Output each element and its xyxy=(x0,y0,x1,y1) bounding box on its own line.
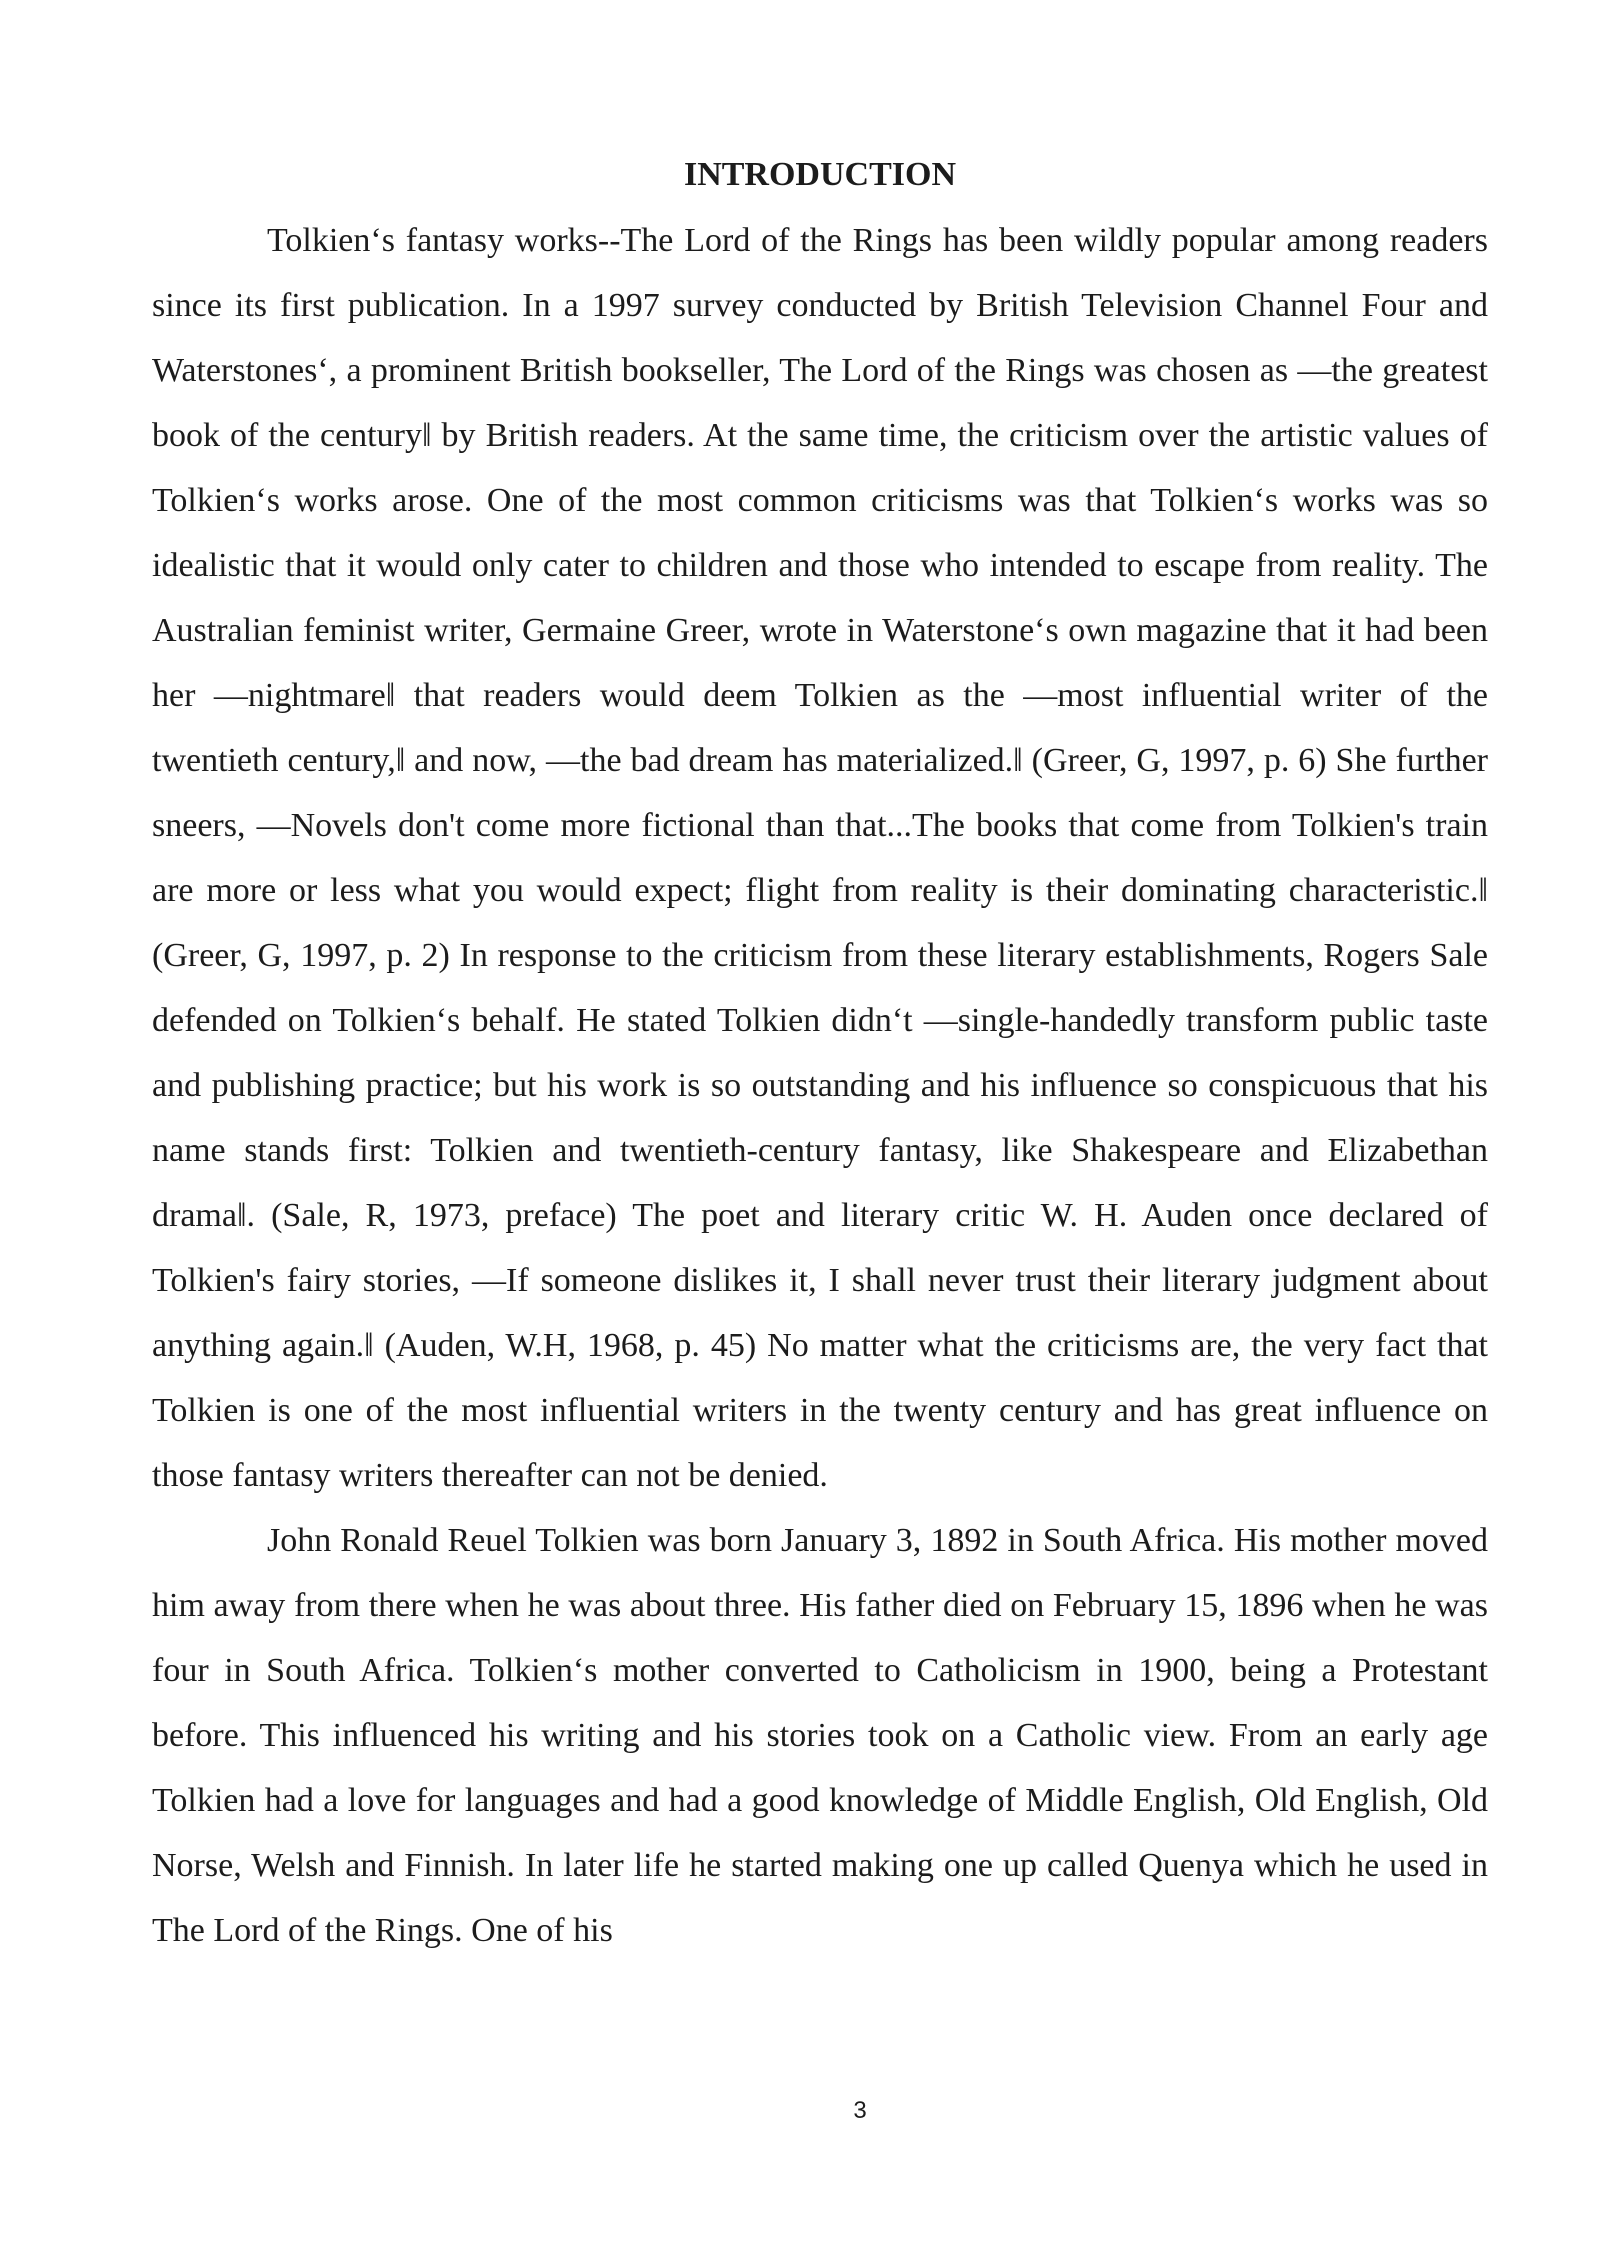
paragraph-2: John Ronald Reuel Tolkien was born January 3, 1892 in South Africa. His mother moved him away from there when he was about three. His father died on February 15, 1896 when he was four in South Africa. Tolkien‘s mother converted to Catholicism in 1900, being a Protestant before. This influenced his writing and his stories took on a Catholic view. From an early age Tolkien had a love for languages and had a good knowledge of Middle English, Old English, Old Norse, Welsh and Finnish. In later life he started making one up called Quenya which he used in The Lord of the Rings. One of his xyxy=(152,1522,1488,1949)
section-heading: INTRODUCTION xyxy=(683,156,957,193)
paragraph-1: Tolkien‘s fantasy works--The Lord of the Rings has been wildly popular among readers since its first publication. In a 1997 survey conducted by British Television Channel Four and Waterstones‘, a prominent British bookseller, The Lord of the Rings was chosen as ―the greatest book of the century‖ by British readers. At the same time, the criticism over the artistic values of Tolkien‘s works arose. One of the most common criticisms was that Tolkien‘s works was so idealistic that it would only cater to children and those who intended to escape from reality. The Australian feminist writer, Germaine Greer, wrote in Waterstone‘s own magazine that it had been her ―nightmare‖ that readers would deem Tolkien as the ―most influential writer of the twentieth century,‖ and now, ―the bad dream has materialized.‖ (Greer, G, 1997, p. 6) She further sneers, ―Novels don't come more fictional than that...The books that come from Tolkien's train are more or less what you would expect; flight from reality is their dominating characteristic.‖ (Greer, G, 1997, p. 2) In response to the criticism from these literary establishments, Rogers Sale defended on Tolkien‘s behalf. He stated Tolkien didn‘t ―single-handedly transform public taste and publishing practice; but his work is so outstanding and his influence so conspicuous that his name stands first: Tolkien and twentieth-century fantasy, like Shakespeare and Elizabethan drama‖. (Sale, R, 1973, preface) The poet and literary critic W. H. Auden once declared of Tolkien's fairy stories, ―If someone dislikes it, I shall never trust their literary judgment about anything again.‖ (Auden, W.H, 1968, p. 45) No matter what the criticisms are, the very fact that Tolkien is one of the most influential writers in the twenty century and has great influence on those fantasy writers thereafter can not be denied. xyxy=(152,222,1488,1494)
page-body xyxy=(152,150,1488,1963)
page-number: 3 xyxy=(853,2097,867,2124)
